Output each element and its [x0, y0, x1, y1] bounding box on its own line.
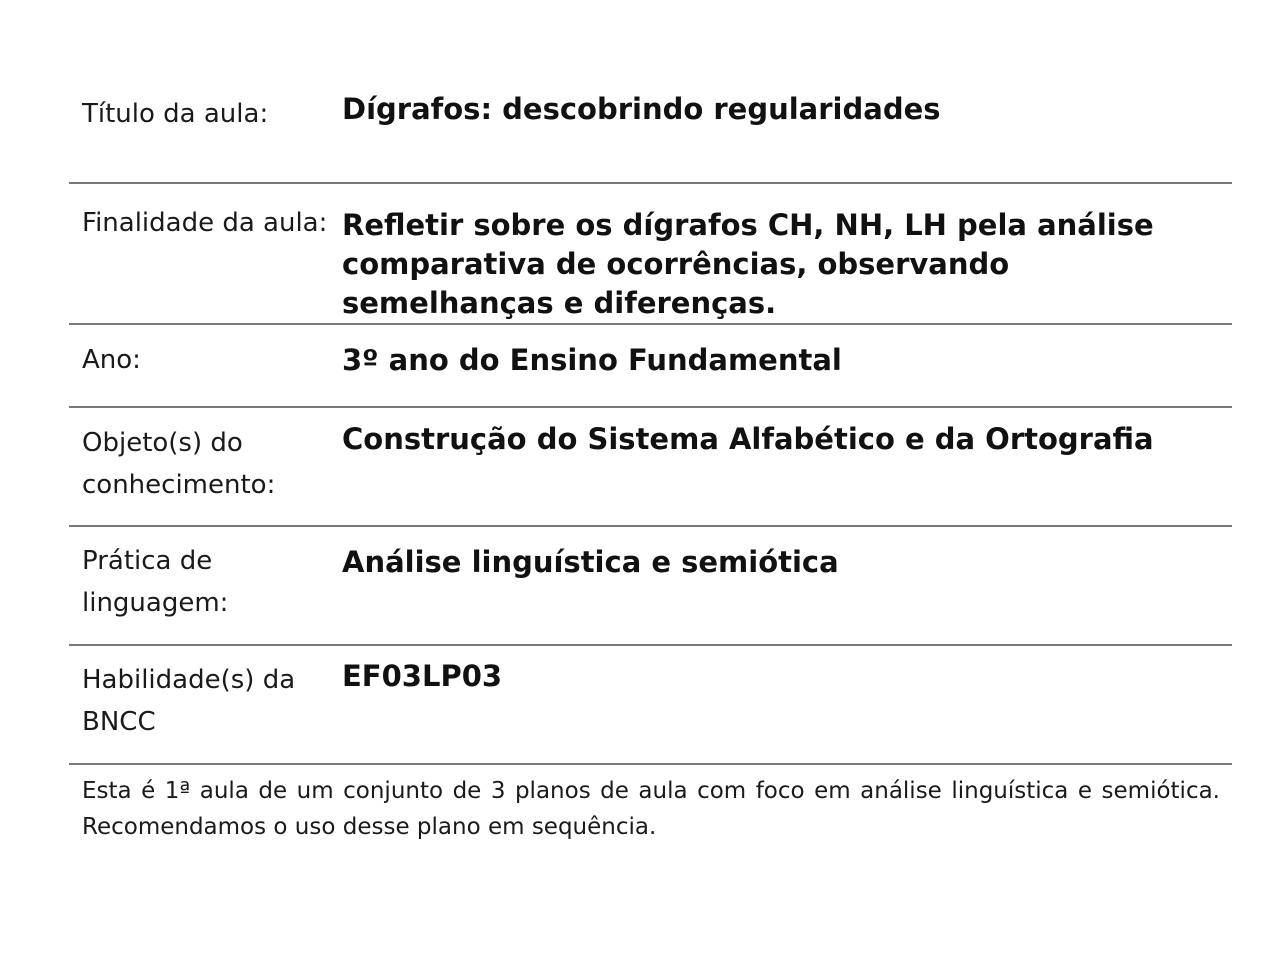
language-practice-value: Análise linguística e semiótica — [342, 545, 839, 579]
lesson-purpose-value: Refletir sobre os dígrafos CH, NH, LH pela análise comparativa de ocorrências, observando semelhanças e diferenças. — [342, 208, 1154, 320]
bncc-skill-value: EF03LP03 — [342, 659, 503, 693]
row-bncc-skill — [69, 646, 1232, 765]
row-language-practice — [69, 527, 1232, 646]
language-practice-label: Prática de linguagem: — [82, 546, 229, 618]
lesson-title-value: Dígrafos: descobrindo regularidades — [342, 92, 941, 126]
lesson-purpose-label: Finalidade da aula: — [82, 208, 328, 238]
school-year-label: Ano: — [82, 345, 141, 375]
sequence-note: Esta é 1ª aula de um conjunto de 3 planos de aula com foco em análise linguística e semiótica. Recomendamos o uso desse plano em sequência. — [82, 778, 1220, 840]
bncc-skill-label: Habilidade(s) da BNCC — [82, 665, 296, 737]
row-knowledge-object — [69, 408, 1232, 527]
row-school-year — [69, 325, 1232, 408]
knowledge-object-label: Objeto(s) do conhecimento: — [82, 428, 276, 500]
lesson-title-label: Título da aula: — [82, 99, 269, 129]
row-lesson-purpose — [69, 184, 1232, 325]
lesson-plan-table — [69, 72, 1232, 765]
knowledge-object-value: Construção do Sistema Alfabético e da Ortografia — [342, 422, 1154, 456]
row-lesson-title — [69, 72, 1232, 184]
school-year-value: 3º ano do Ensino Fundamental — [342, 343, 842, 377]
